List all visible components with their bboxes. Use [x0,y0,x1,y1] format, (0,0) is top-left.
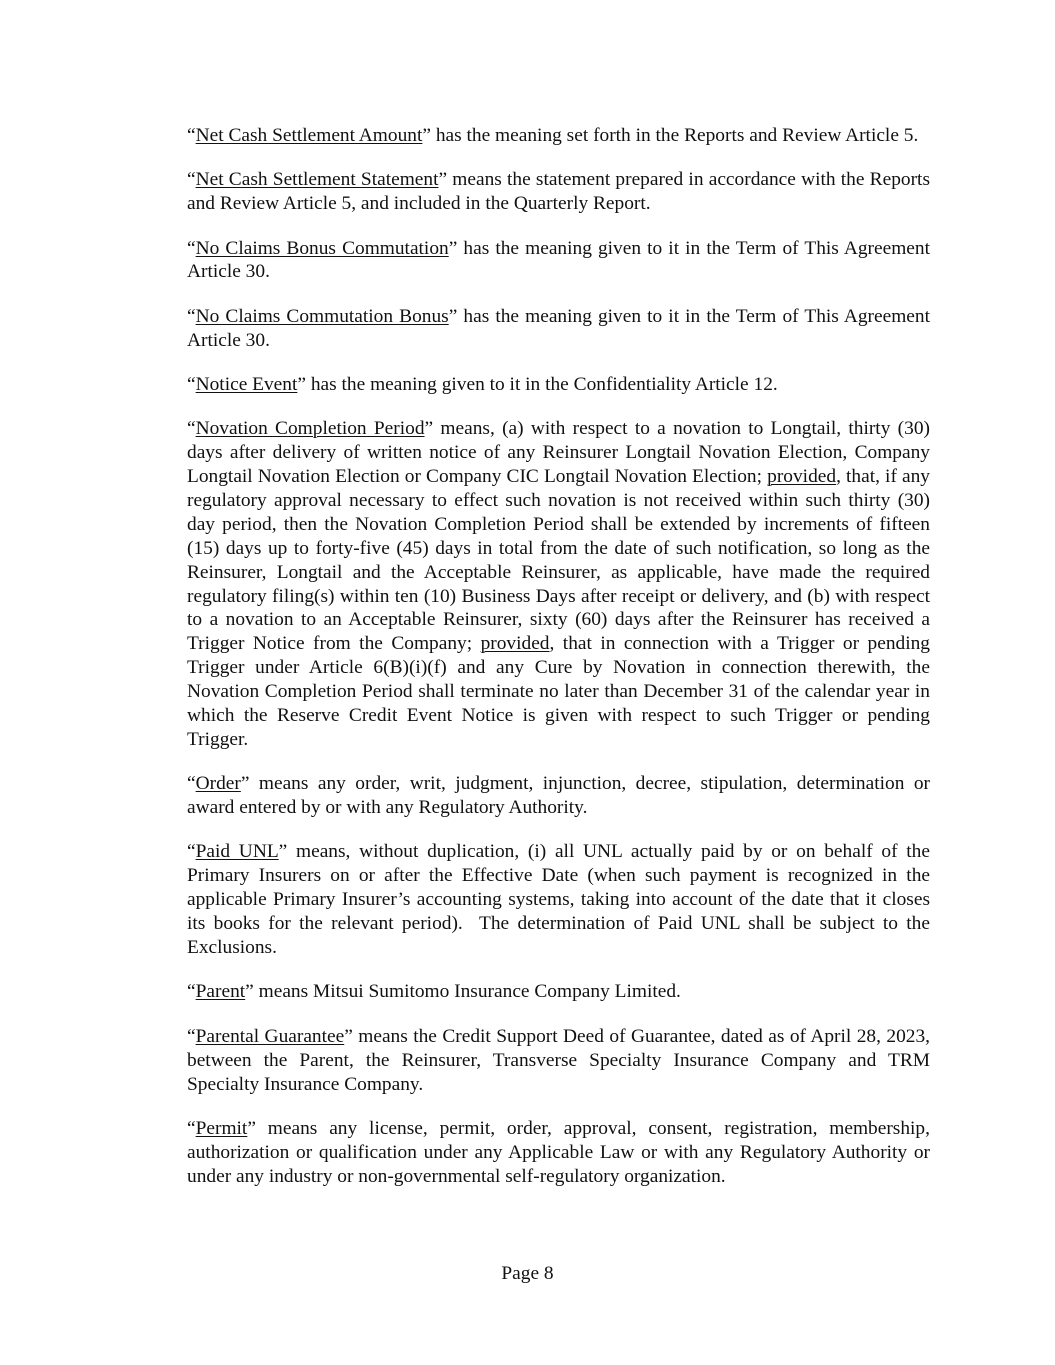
definition-text: means the Credit Support Deed of Guarantee, dated as of April 28, 2023, between the Parent, the Reinsurer, Transverse Specialty Insurance Company and TRM Specialty Insurance Company. [187,1025,930,1095]
defined-term: Net Cash Settlement Amount [195,125,423,146]
definition-parent: “Parent” means Mitsui Sumitomo Insurance Company Limited. [187,981,681,1003]
defined-term: Paid UNL [195,841,279,863]
defined-term: Net Cash Settlement Statement [195,169,439,191]
definition-text: , that in connection with a Trigger or pending Trigger under Article 6(B)(i)(f) and any Cure by Novation in connection therewith, the Novation Completion Period shall terminate no later than December 31 of the calendar year in which the Reserve Credit Event Notice is given with respect to such Trigger or pending Trigger. [187,633,930,750]
definition-text: means any order, writ, judgment, injunction, decree, stipulation, determination or award entered by or with any Regulatory Authority. [187,773,930,819]
definition-text: , that, if any regulatory approval necessary to effect such novation is not received within such thirty (30) day period, then the Novation Completion Period shall be extended by increments of fifteen (15) days up to forty-five (45) days in total from the date of such notification, so long as the Reinsurer, Longtail and the Acceptable Reinsurer, as applicable, have made the required regulatory filing(s) within ten (10) Business Days after receipt or delivery, and (b) with respect to a novation to an Acceptable Reinsurer, sixty (60) days after the Reinsurer has received a Trigger Notice from the Company; [187,466,930,655]
defined-term: No Claims Commutation Bonus [195,305,449,327]
defined-term: Order [195,773,241,795]
definition-text: means any license, permit, order, approval, consent, registration, membership, authorization or qualification under any Applicable Law or with any Regulatory Authority or under any industry or non-governmental self-regulatory organization. [187,1117,930,1187]
definition-text: has the meaning given to it in the Confidentiality Article 12. [310,373,778,395]
defined-term: Permit [195,1117,248,1139]
definition-no-claims-commutation-bonus: “No Claims Commutation Bonus” has the meaning given to it in the Term of This Agreement Article 30. [187,305,930,351]
definition-text: has the meaning set forth in the Reports and Review Article 5. [435,125,919,146]
provided-emphasis: provided [767,466,837,488]
definition-text: means, (a) with respect to a novation to Longtail, thirty (30) days after delivery of written notice of any Reinsurer Longtail Novation Election, Company Longtail Novation Election or Company CIC Longtail Novation Election; [187,418,930,488]
definition-text: means the statement prepared in accordance with the Reports and Review Article 5, and included in the Quarterly Report. [187,169,930,215]
definition-text: means, without duplication, (i) all UNL actually paid by or on behalf of the Primary Insurers on or after the Effective Date (when such payment is recognized in the applicable Primary Insurer’s accounting systems, taking into account of the date that it closes its books for the relevant period). The determination of Paid UNL shall be subject to the Exclusions. [187,841,935,959]
defined-term: No Claims Bonus Commutation [195,237,449,259]
definition-novation-completion-period: “Novation Completion Period” means, (a) with respect to a novation to Longtail, thirty (30) days after delivery of written notice of any Reinsurer Longtail Novation Election, Company Longtail Novation Election or Company CIC Longtail Novation Election; provided, that, if any regulatory approval necessary to effect such novation is not received within such thirty (30) day period, then the Novation Completion Period shall be extended by increments of fifteen (15) days up to forty-five (45) days in total from the date of such notification, so long as the Reinsurer, Longtail and the Acceptable Reinsurer, as applicable, have made the required regulatory filing(s) within ten (10) Business Days after receipt or delivery, and (b) with respect to a novation to an Acceptable Reinsurer, sixty (60) days after the Reinsurer has received a Trigger Notice from the Company; provided, that in connection with a Trigger or pending Trigger under Article 6(B)(i)(f) and any Cure by Novation in connection therewith, the Novation Completion Period shall terminate no later than December 31 of the calendar year in which the Reserve Credit Event Notice is given with respect to such Trigger or pending Trigger. [187,418,930,750]
definition-net-cash-settlement-statement: “Net Cash Settlement Statement” means the statement prepared in accordance with the Reports and Review Article 5, and included in the Quarterly Report. [187,169,930,215]
definition-permit: “Permit” means any license, permit, order, approval, consent, registration, membership, authorization or qualification under any Applicable Law or with any Regulatory Authority or under any industry or non-governmental self-regulatory organization. [187,1117,930,1187]
defined-term: Novation Completion Period [195,418,425,440]
provided-emphasis: provided [480,633,550,655]
definition-text: means Mitsui Sumitomo Insurance Company Limited. [258,981,681,1003]
definition-order: “Order” means any order, writ, judgment, injunction, decree, stipulation, determination or award entered by or with any Regulatory Authority. [187,773,930,819]
definition-paid-unl: “Paid UNL” means, without duplication, (i) all UNL actually paid by or on behalf of the Primary Insurers on or after the Effective Date (when such payment is recognized in the applicable Primary Insurer’s accounting systems, taking into account of the date that it closes its books for the relevant period). The determination of Paid UNL shall be subject to the Exclusions. [187,841,935,959]
definition-parental-guarantee: “Parental Guarantee” means the Credit Support Deed of Guarantee, dated as of April 28, 2023, between the Parent, the Reinsurer, Transverse Specialty Insurance Company and TRM Specialty Insurance Company. [187,1025,930,1095]
definition-notice-event: “Notice Event” has the meaning given to it in the Confidentiality Article 12. [187,373,778,395]
page-number: Page 8 [501,1263,554,1284]
document-page [187,124,935,1189]
definition-text: has the meaning given to it in the Term of This Agreement Article 30. [187,237,930,283]
defined-term: Parental Guarantee [195,1025,345,1047]
defined-term: Parent [195,981,246,1003]
definition-no-claims-bonus-commutation: “No Claims Bonus Commutation” has the meaning given to it in the Term of This Agreement Article 30. [187,237,930,283]
definition-net-cash-settlement-amount: “Net Cash Settlement Amount” has the meaning set forth in the Reports and Review Article 5. [187,125,919,146]
defined-term: Notice Event [195,373,298,395]
definition-text: has the meaning given to it in the Term of This Agreement Article 30. [187,305,930,351]
